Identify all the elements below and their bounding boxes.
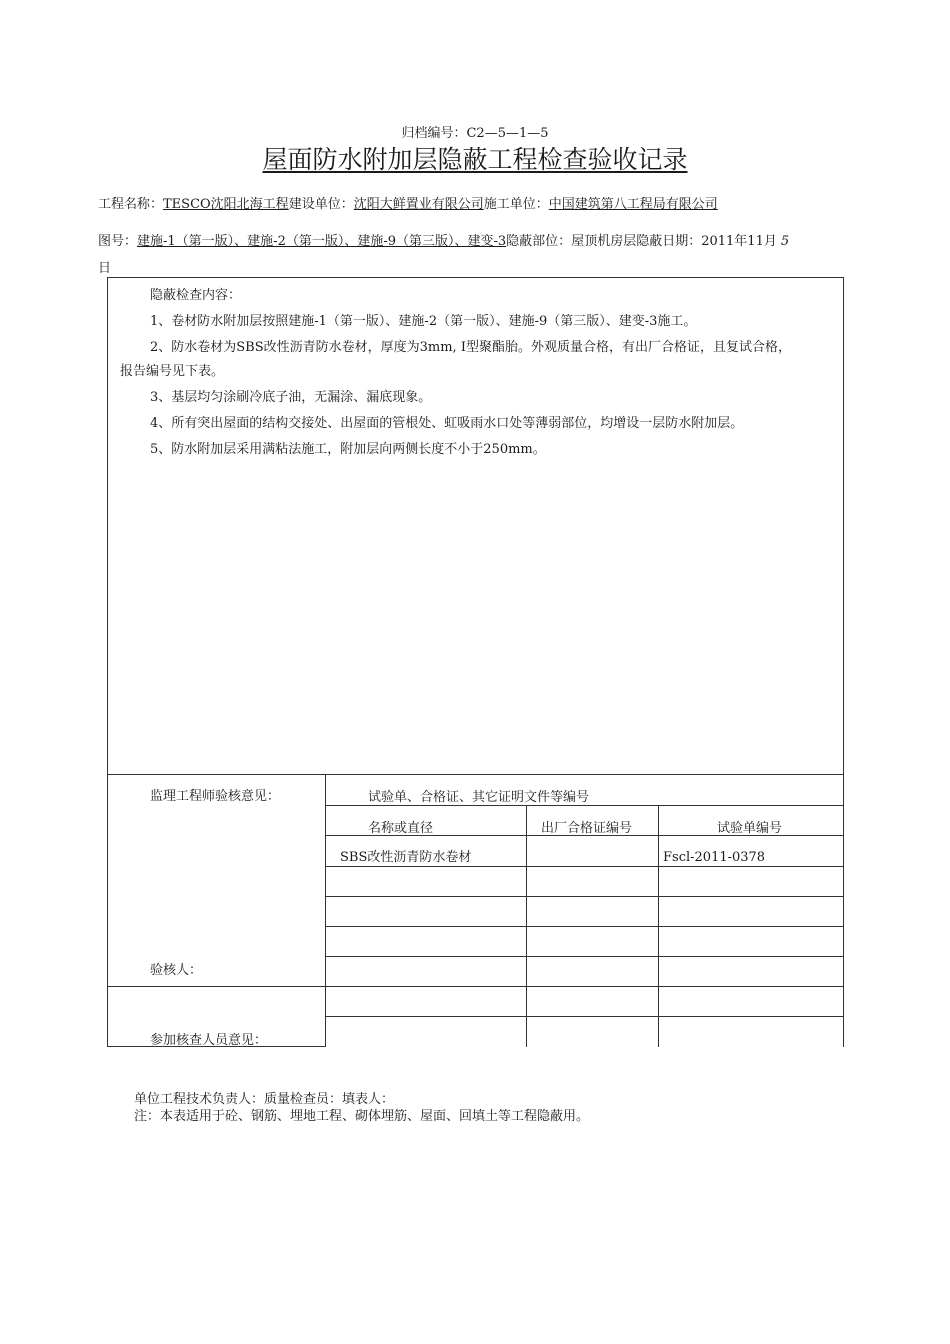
location-label: 隐蔽部位： bbox=[506, 234, 572, 249]
builder-value: 沈阳大鲜置业有限公司 bbox=[353, 197, 484, 212]
table-top-border bbox=[107, 277, 844, 278]
footer-signers: 单位工程技术负责人：质量检查员：填表人： bbox=[134, 1092, 395, 1107]
content-item-2: 2、防水卷材为SBS改性沥青防水卷材，厚度为3mm, I型聚酯胎。外观质量合格，有出厂合格证，且复试合格， bbox=[150, 340, 791, 355]
footer-note: 注：本表适用于砼、钢筋、埋地工程、砌体埋筋、屋面、回填土等工程隐蔽用。 bbox=[134, 1109, 590, 1124]
cert-row-name: SBS改性沥青防水卷材 bbox=[340, 850, 472, 865]
table-left-border bbox=[107, 277, 108, 1047]
page-title: 屋面防水附加层隐蔽工程检查验收记录 bbox=[262, 145, 688, 174]
participants-opinion-label: 参加核查人员意见： bbox=[150, 1033, 268, 1048]
project-name-value: TESCO沈阳北海工程 bbox=[163, 197, 289, 212]
cert-col-divider bbox=[526, 805, 527, 1047]
date-day: 5 bbox=[780, 234, 790, 249]
drawing-label: 图号： bbox=[98, 234, 138, 249]
reviewer-bottom-border bbox=[107, 986, 326, 987]
supervisor-divider bbox=[325, 774, 326, 1047]
cert-row-border bbox=[325, 1016, 844, 1017]
reviewer-label: 验核人： bbox=[150, 963, 203, 978]
date-value: 2011年11月 bbox=[701, 234, 777, 249]
cert-row-test-report: Fscl-2011-0378 bbox=[663, 850, 766, 865]
content-item-5: 5、防水附加层采用满粘法施工，附加层向两侧长度不小于250mm。 bbox=[150, 442, 546, 457]
content-item-3: 3、基层均匀涂刷冷底子油，无漏涂、漏底现象。 bbox=[150, 390, 432, 405]
location-value: 屋顶机房层 bbox=[571, 234, 637, 249]
drawing-value: 建施-1（第一版）、建施-2（第一版）、建施-9（第三版）、建变-3 bbox=[137, 234, 507, 249]
cert-header-certificate: 出厂合格证编号 bbox=[541, 821, 633, 836]
content-item-1: 1、卷材防水附加层按照建施-1（第一版）、建施-2（第一版）、建施-9（第三版）、建变-3施工。 bbox=[150, 314, 697, 329]
archive-number: 归档编号：C2—5—1—5 bbox=[401, 126, 549, 141]
project-name-label: 工程名称： bbox=[98, 197, 164, 212]
cert-row-border bbox=[325, 986, 844, 987]
contractor-value: 中国建筑第八工程局有限公司 bbox=[548, 197, 718, 212]
content-heading: 隐蔽检查内容： bbox=[150, 288, 242, 303]
content-bottom-border bbox=[107, 774, 844, 775]
drawing-info-line bbox=[98, 234, 789, 250]
date-label: 隐蔽日期： bbox=[636, 234, 702, 249]
content-item-2-cont: 报告编号见下表。 bbox=[120, 364, 225, 379]
supervisor-opinion-label: 监理工程师验核意见： bbox=[150, 789, 281, 804]
cert-row-border bbox=[325, 896, 844, 897]
cert-table-caption: 试验单、合格证、其它证明文件等编号 bbox=[368, 790, 590, 805]
cert-header-name: 名称或直径 bbox=[368, 821, 434, 836]
cert-col-divider bbox=[658, 805, 659, 1047]
cert-row-border bbox=[325, 866, 844, 867]
contractor-label: 施工单位： bbox=[483, 197, 549, 212]
table-right-border bbox=[843, 277, 844, 1047]
project-info-line bbox=[98, 197, 718, 213]
cert-row-border bbox=[325, 956, 844, 957]
cert-row-border bbox=[325, 926, 844, 927]
date-tail: 日 bbox=[98, 261, 112, 276]
cert-header-test-report: 试验单编号 bbox=[717, 821, 783, 836]
content-item-4: 4、所有突出屋面的结构交接处、出屋面的管根处、虹吸雨水口处等薄弱部位，均增设一层防水附加层。 bbox=[150, 416, 744, 431]
builder-label: 建设单位： bbox=[288, 197, 354, 212]
